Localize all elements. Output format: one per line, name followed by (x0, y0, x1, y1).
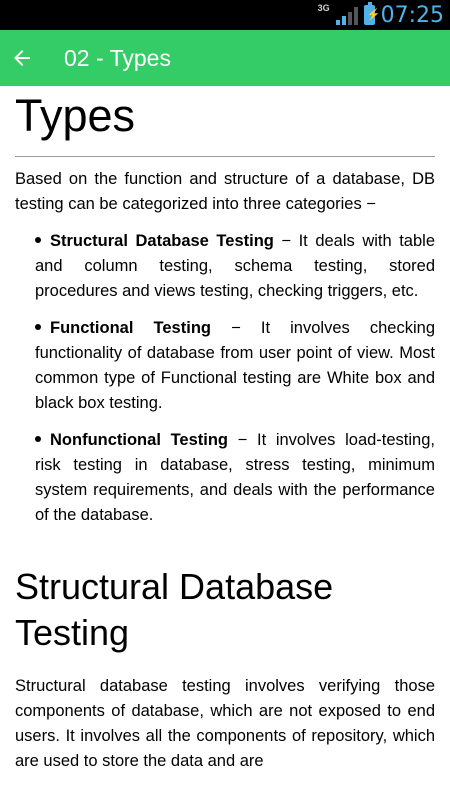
signal-icon (336, 5, 358, 25)
category-description: − It deals with table and column testing, schema testing, stored procedures and views testing, checking triggers, etc. (35, 232, 435, 300)
clock: 07:25 (380, 2, 444, 28)
section-paragraph: Structural database testing involves verifying those components of database, which are not exposed to end users. It involves all the components of repository, which are used to store the data and are (15, 677, 435, 770)
list-item (35, 428, 435, 528)
bullet-icon (35, 324, 41, 330)
app-bar (0, 30, 450, 86)
article-content[interactable] (15, 86, 435, 800)
divider (15, 156, 435, 157)
network-type-label: 3G (317, 3, 330, 13)
category-term: Structural Database Testing (50, 232, 274, 250)
category-description: − It involves checking functionality of database from user point of view. Most common type of Functional testing are White box and black box testing. (35, 319, 435, 412)
list-item (35, 229, 435, 304)
section-heading: Structural Database Testing (15, 566, 334, 653)
bullet-icon (35, 436, 41, 442)
page-title: 02 - Types (64, 44, 171, 71)
list-item (35, 316, 435, 416)
category-term: Nonfunctional Testing (50, 431, 229, 449)
category-list (15, 229, 435, 528)
status-bar (0, 0, 450, 30)
battery-icon: ⚡ (364, 5, 375, 25)
back-button[interactable] (2, 30, 42, 86)
category-term: Functional Testing (50, 319, 211, 337)
bullet-icon (35, 237, 41, 243)
status-icons (318, 0, 444, 30)
intro-paragraph: Based on the function and structure of a database, DB testing can be categorized into three categories − (15, 170, 435, 213)
article-heading: Types (15, 90, 136, 141)
category-description: − It involves load-testing, risk testing in database, stress testing, minimum system requirements, and deals with the performance of the database. (35, 431, 435, 524)
arrow-left-icon (10, 46, 34, 70)
